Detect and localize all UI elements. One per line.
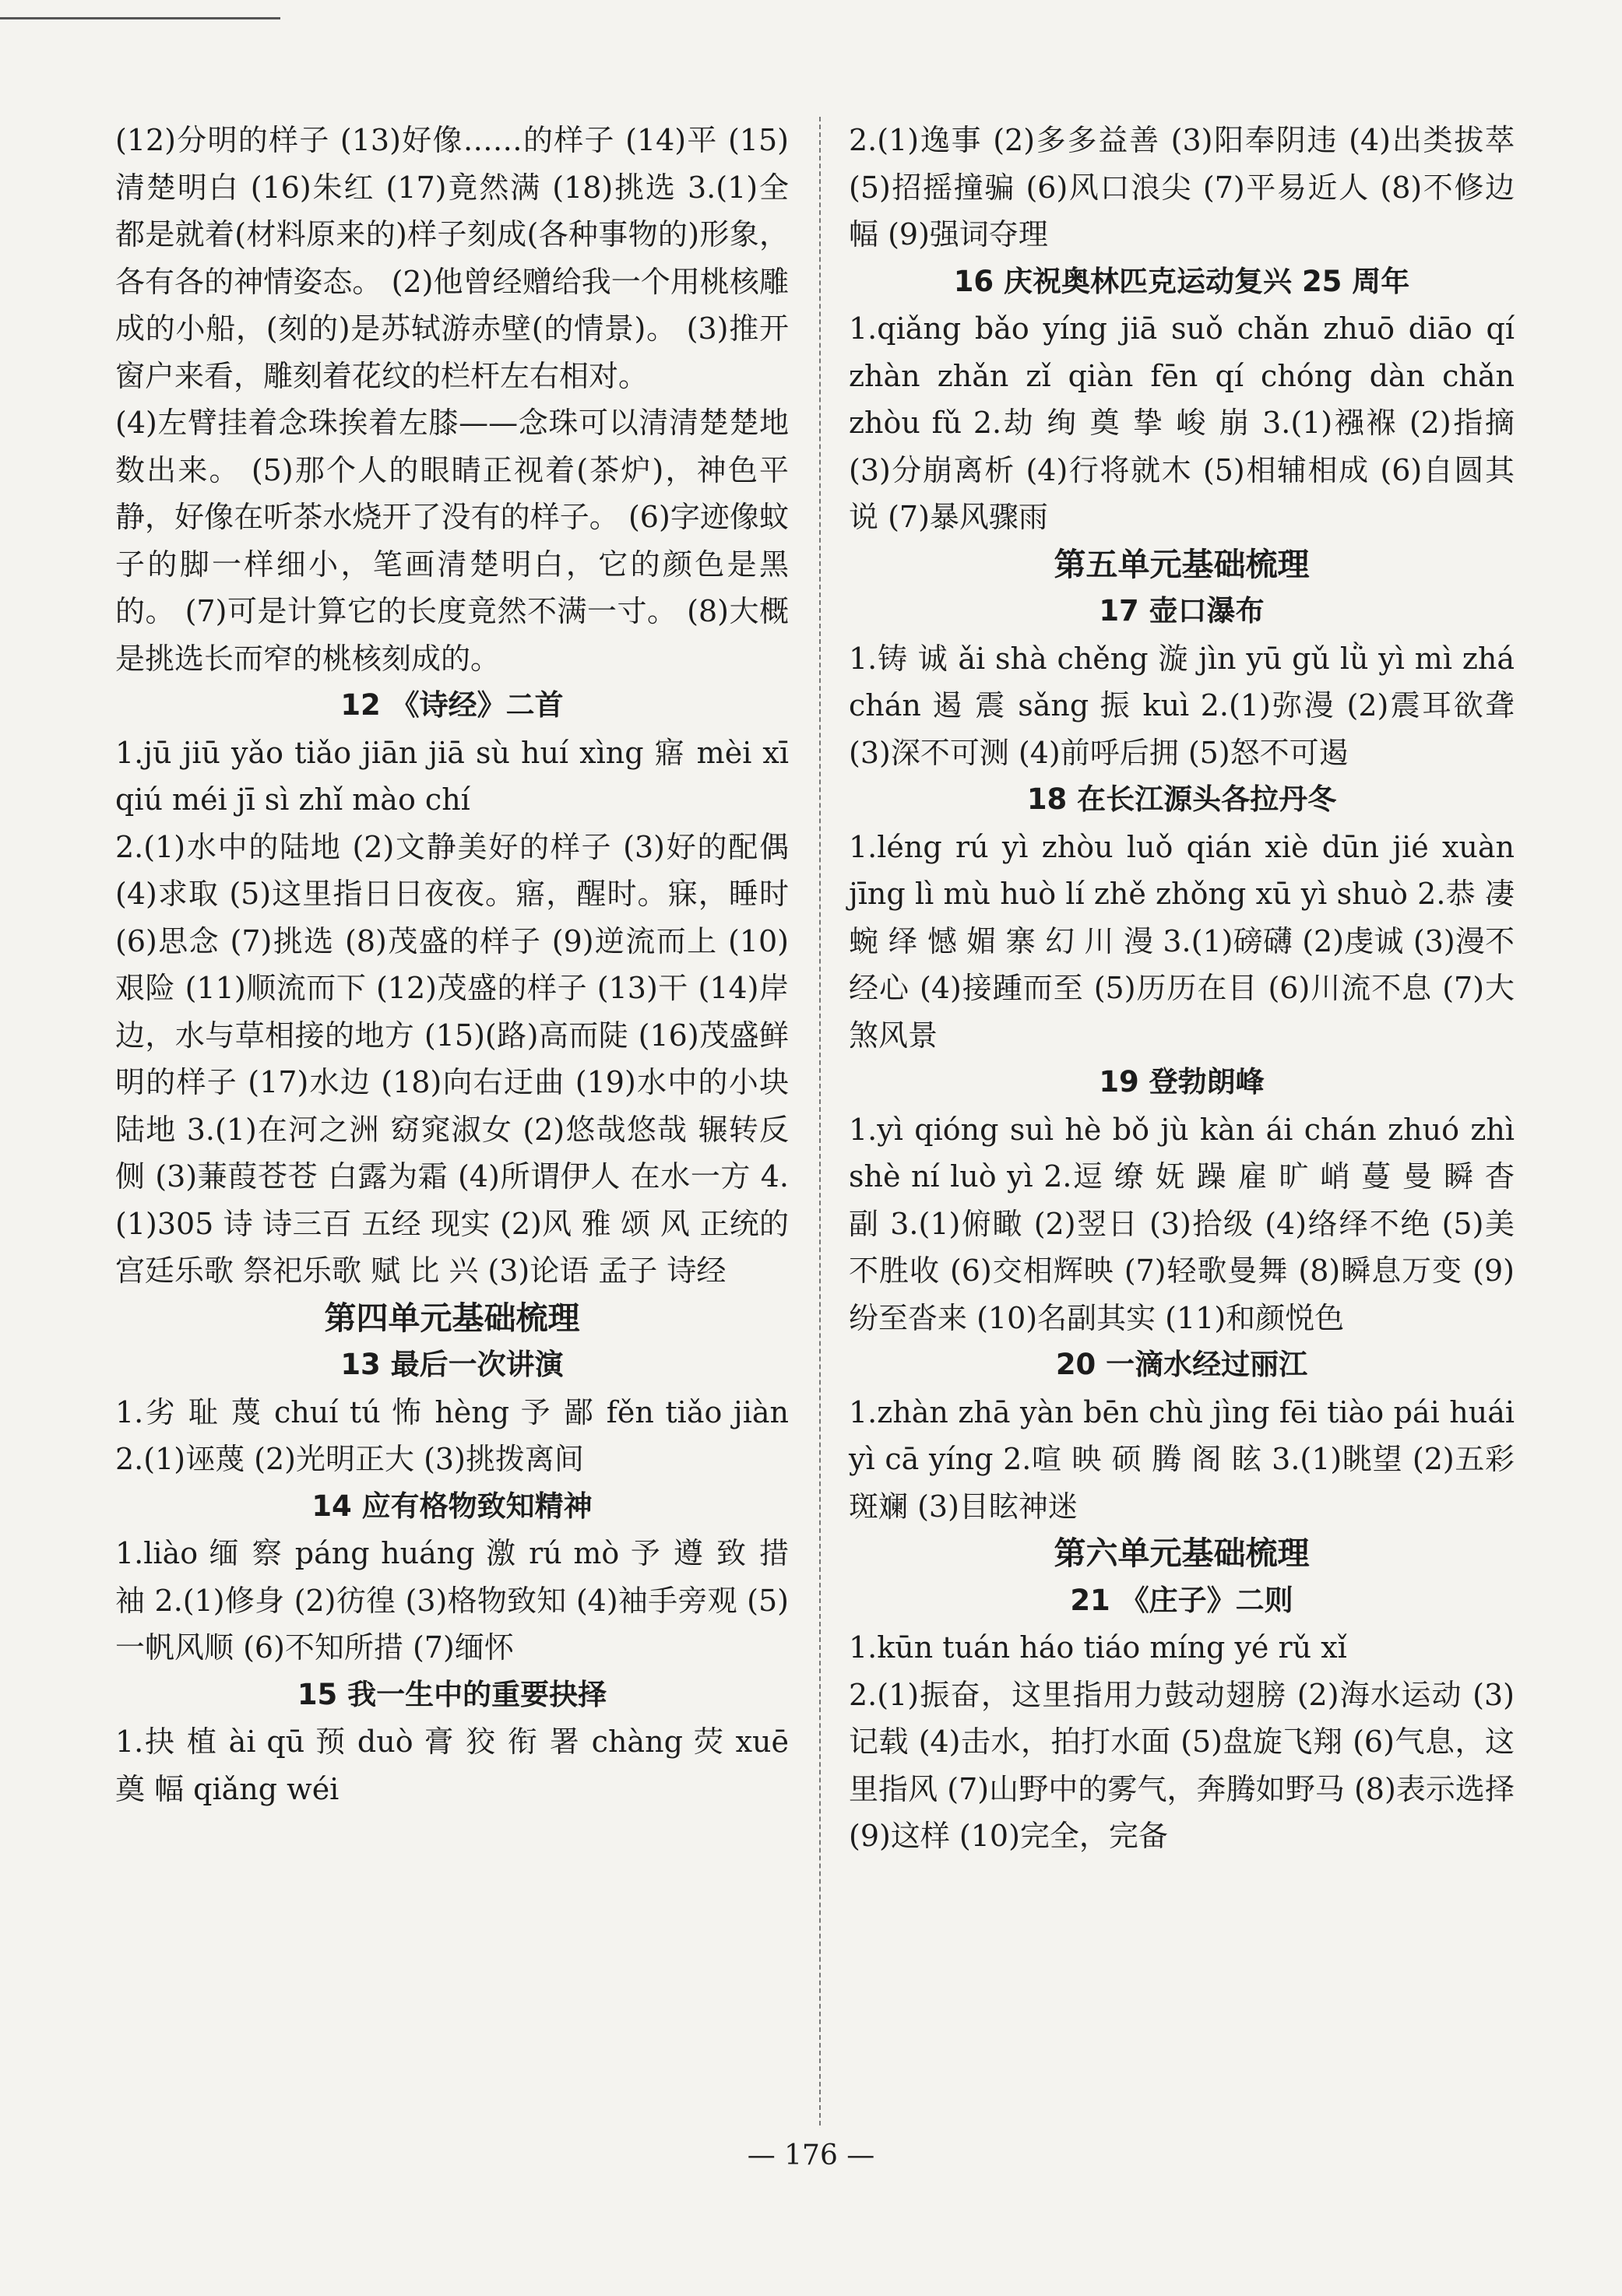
unit-heading: 第六单元基础梳理	[1054, 1535, 1310, 1572]
unit-heading: 第五单元基础梳理	[1054, 545, 1310, 583]
top-rule	[0, 17, 280, 19]
section-heading: 21 《庄子》二则	[1070, 1583, 1293, 1617]
section-heading: 15 我一生中的重要抉择	[297, 1677, 607, 1711]
section-heading: 19 登勃朗峰	[1099, 1065, 1265, 1099]
answer-paragraph: 2.(1)水中的陆地 (2)文静美好的样子 (3)好的配偶 (4)求取 (5)这里指日日夜夜。寤，醒时。寐，睡时 (6)思念 (7)挑选 (8)茂盛的样子 (9)逆流而上 (10)艰险 (11)顺流而下 (12)茂盛的样子 (13)干 (14)岸边，水与草相接的地方 (15)(路)高而陡 (16)茂盛鲜明的样子 (17)水边 (18)向右迂曲 (19)水中的小块陆地 3.(1)在河之洲 窈窕淑女 (2)悠哉悠哉 辗转反侧 (3)蒹葭苍苍 白露为霜 (4)所谓伊人 在水一方 4.(1)305 诗 诗三百 五经 现实 (2)风 雅 颂 风 正统的宫廷乐歌 祭祀乐歌 赋 比 兴 (3)论语 孟子 诗经	[115, 829, 789, 1288]
answer-paragraph: 1.劣 耻 蔑 chuí tú 怖 hèng 予 鄙 fěn tiǎo jiàn 2.(1)诬蔑 (2)光明正大 (3)挑拨离间	[115, 1394, 789, 1476]
answer-paragraph: 1.zhàn zhā yàn bēn chù jìng fēi tiào pái huái yì cā yíng 2.喧 映 硕 腾 阁 眩 3.(1)眺望 (2)五彩斑斓 (3)目眩神迷	[849, 1394, 1515, 1524]
answer-paragraph: 1.léng rú yì zhòu luǒ qián xiè dūn jié xuàn jīng lì mù huò lí zhě zhǒng xū yì shuò 2.恭 凄 蜿 绎 憾 媚 寨 幻 川 漫 3.(1)磅礴 (2)虔诚 (3)漫不经心 (4)接踵而至 (5)历历在目 (6)川流不息 (7)大煞风景	[849, 829, 1515, 1053]
section-heading: 17 壶口瀑布	[1099, 594, 1265, 628]
answer-paragraph: (4)左臂挂着念珠挨着左膝——念珠可以清清楚楚地数出来。 (5)那个人的眼睛正视着(茶炉)，神色平静，好像在听茶水烧开了没有的样子。 (6)字迹像蚊子的脚一样细小，笔画清楚明白，它的颜色是黑的。 (7)可是计算它的长度竟然不满一寸。 (8)大概是挑选长而窄的桃核刻成的。	[115, 406, 789, 676]
right-column	[849, 117, 1515, 1860]
answer-paragraph: 1.yì qióng suì hè bǒ jù kàn ái chán zhuó zhì shè ní luò yì 2.逗 缭 妩 躁 雇 旷 峭 蔓 曼 瞬 杳 副 3.(1)俯瞰 (2)翌日 (3)拾级 (4)络绎不绝 (5)美不胜收 (6)交相辉映 (7)轻歌曼舞 (8)瞬息万变 (9)纷至沓来 (10)名副其实 (11)和颜悦色	[849, 1112, 1515, 1335]
section-heading: 20 一滴水经过丽江	[1055, 1348, 1308, 1381]
page-number: — 176 —	[747, 2140, 875, 2171]
answer-paragraph: 2.(1)逸事 (2)多多益善 (3)阳奉阴违 (4)出类拔萃 (5)招摇撞骗 (6)风口浪尖 (7)平易近人 (8)不修边幅 (9)强词夺理	[849, 123, 1515, 251]
answer-paragraph: 2.(1)振奋，这里指用力鼓动翅膀 (2)海水运动 (3)记载 (4)击水，拍打水面 (5)盘旋飞翔 (6)气息，这里指风 (7)山野中的雾气，奔腾如野马 (8)表示选择 (9)这样 (10)完全，完备	[849, 1677, 1515, 1853]
answer-paragraph: 1.抉 植 ài qū 预 duò 膏 狡 衔 署 chàng 荧 xuē 奠 幅 qiǎng wéi	[115, 1725, 789, 1806]
section-heading: 14 应有格物致知精神	[311, 1489, 593, 1523]
left-column	[115, 117, 789, 1813]
section-heading: 13 最后一次讲演	[340, 1348, 564, 1381]
section-heading: 18 在长江源头各拉丹冬	[1026, 782, 1337, 816]
answer-paragraph: 1.铸 诚 ǎi shà chěng 漩 jìn yū gǔ lǜ yì mì zhá chán 遏 震 sǎng 振 kuì 2.(1)弥漫 (2)震耳欲聋 (3)深不可测 (4)前呼后拥 (5)怒不可遏	[849, 641, 1515, 770]
answer-paragraph: (12)分明的样子 (13)好像……的样子 (14)平 (15)清楚明白 (16)朱红 (17)竟然满 (18)挑选 3.(1)全都是就着(材料原来的)样子刻成(各种事物的)形象，各有各的神情姿态。 (2)他曾经赠给我一个用桃核雕成的小船，(刻的)是苏轼游赤壁(的情景)。 (3)推开窗户来看，雕刻着花纹的栏杆左右相对。	[115, 123, 789, 393]
answer-paragraph: 1.liào 缅 察 páng huáng 激 rú mò 予 遵 致 措 袖 2.(1)修身 (2)彷徨 (3)格物致知 (4)袖手旁观 (5)一帆风顺 (6)不知所措 (7)缅怀	[115, 1536, 789, 1665]
column-divider	[819, 117, 821, 2125]
unit-heading: 第四单元基础梳理	[324, 1299, 580, 1337]
answer-paragraph: 1.kūn tuán háo tiáo míng yé rǔ xǐ	[849, 1630, 1347, 1665]
answer-paragraph: 1.qiǎng bǎo yíng jiā suǒ chǎn zhuō diāo qí zhàn zhǎn zǐ qiàn fēn qí chóng dàn chǎn zhòu fǔ 2.劫 绚 奠 挚 峻 崩 3.(1)襁褓 (2)指摘 (3)分崩离析 (4)行将就木 (5)相辅相成 (6)自圆其说 (7)暴风骤雨	[849, 311, 1515, 534]
answer-paragraph: 1.jū jiū yǎo tiǎo jiān jiā sù huí xìng 寤 mèi xī qiú méi jī sì zhǐ mào chí	[115, 735, 789, 817]
section-heading: 12 《诗经》二首	[340, 688, 564, 722]
section-heading: 16 庆祝奥林匹克运动复兴 25 周年	[953, 264, 1410, 298]
